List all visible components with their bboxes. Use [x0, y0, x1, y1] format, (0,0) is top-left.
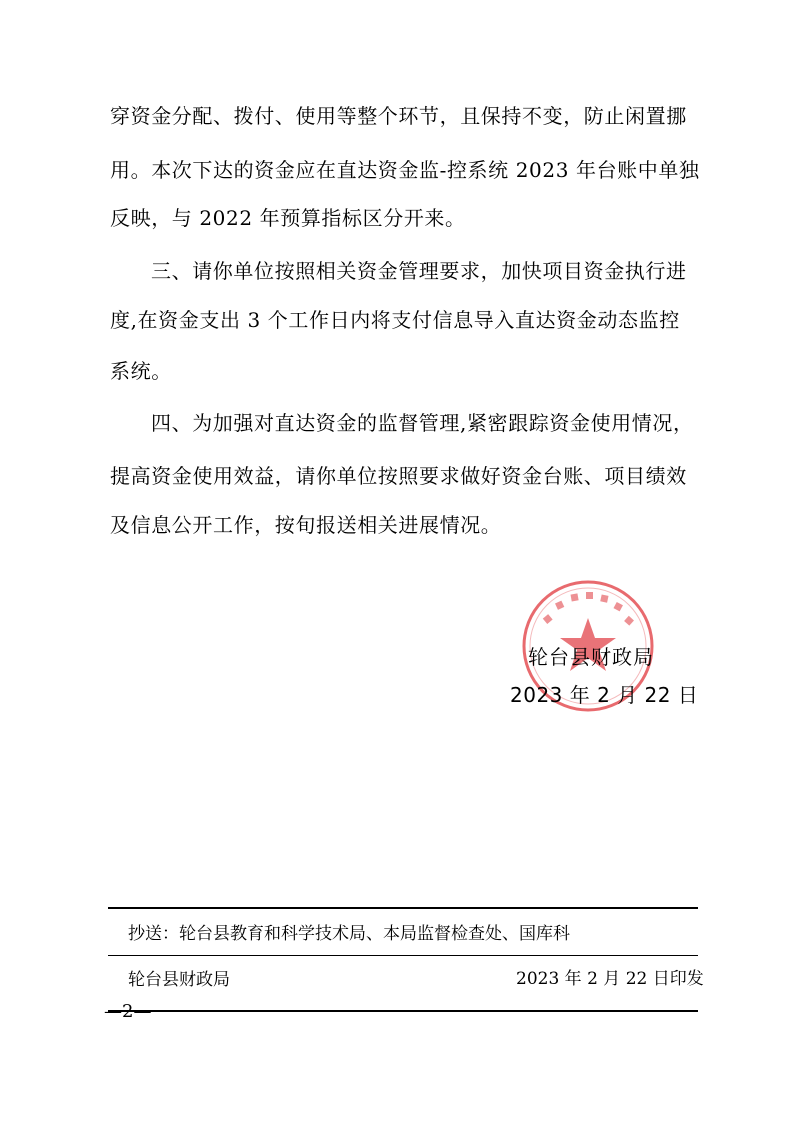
signature-date: 2023 年 2 月 22 日 — [510, 683, 699, 707]
body-line: 四、为加强对直达资金的监督管理,紧密跟踪资金使用情况， — [151, 411, 694, 435]
body-line: 及信息公开工作，按旬报送相关进展情况。 — [110, 513, 502, 537]
body-line: 系统。 — [110, 359, 172, 383]
issuer: 轮台县财政局 — [128, 970, 230, 990]
footer-middle-rule — [108, 955, 698, 956]
body-line: 三、请你单位按照相关资金管理要求，加快项目资金执行进 — [151, 259, 687, 283]
cc-line — [128, 921, 570, 947]
body-line: 反映，与 2022 年预算指标区分开来。 — [110, 206, 466, 230]
body-line: 穿资金分配、拨付、使用等整个环节，且保持不变，防止闲置挪 — [110, 104, 687, 128]
page-number: —2— — [104, 1001, 152, 1022]
footer-top-rule — [108, 907, 698, 909]
signature-org: 轮台县财政局 — [528, 645, 654, 669]
cc-recipients: 轮台县教育和科学技术局、本局监督检查处、国库科 — [179, 924, 570, 944]
body-line: 提高资金使用效益，请你单位按照要求做好资金台账、项目绩效 — [110, 464, 687, 488]
issue-date: 2023 年 2 月 22 日印发 — [516, 969, 704, 989]
footer-bottom-rule — [108, 1010, 698, 1012]
body-line: 度,在资金支出 3 个工作日内将支付信息导入直达资金动态监控 — [110, 308, 680, 332]
body-line: 用。本次下达的资金应在直达资金监-控系统 2023 年台账中单独 — [110, 158, 700, 182]
cc-label: 抄送： — [128, 924, 179, 944]
